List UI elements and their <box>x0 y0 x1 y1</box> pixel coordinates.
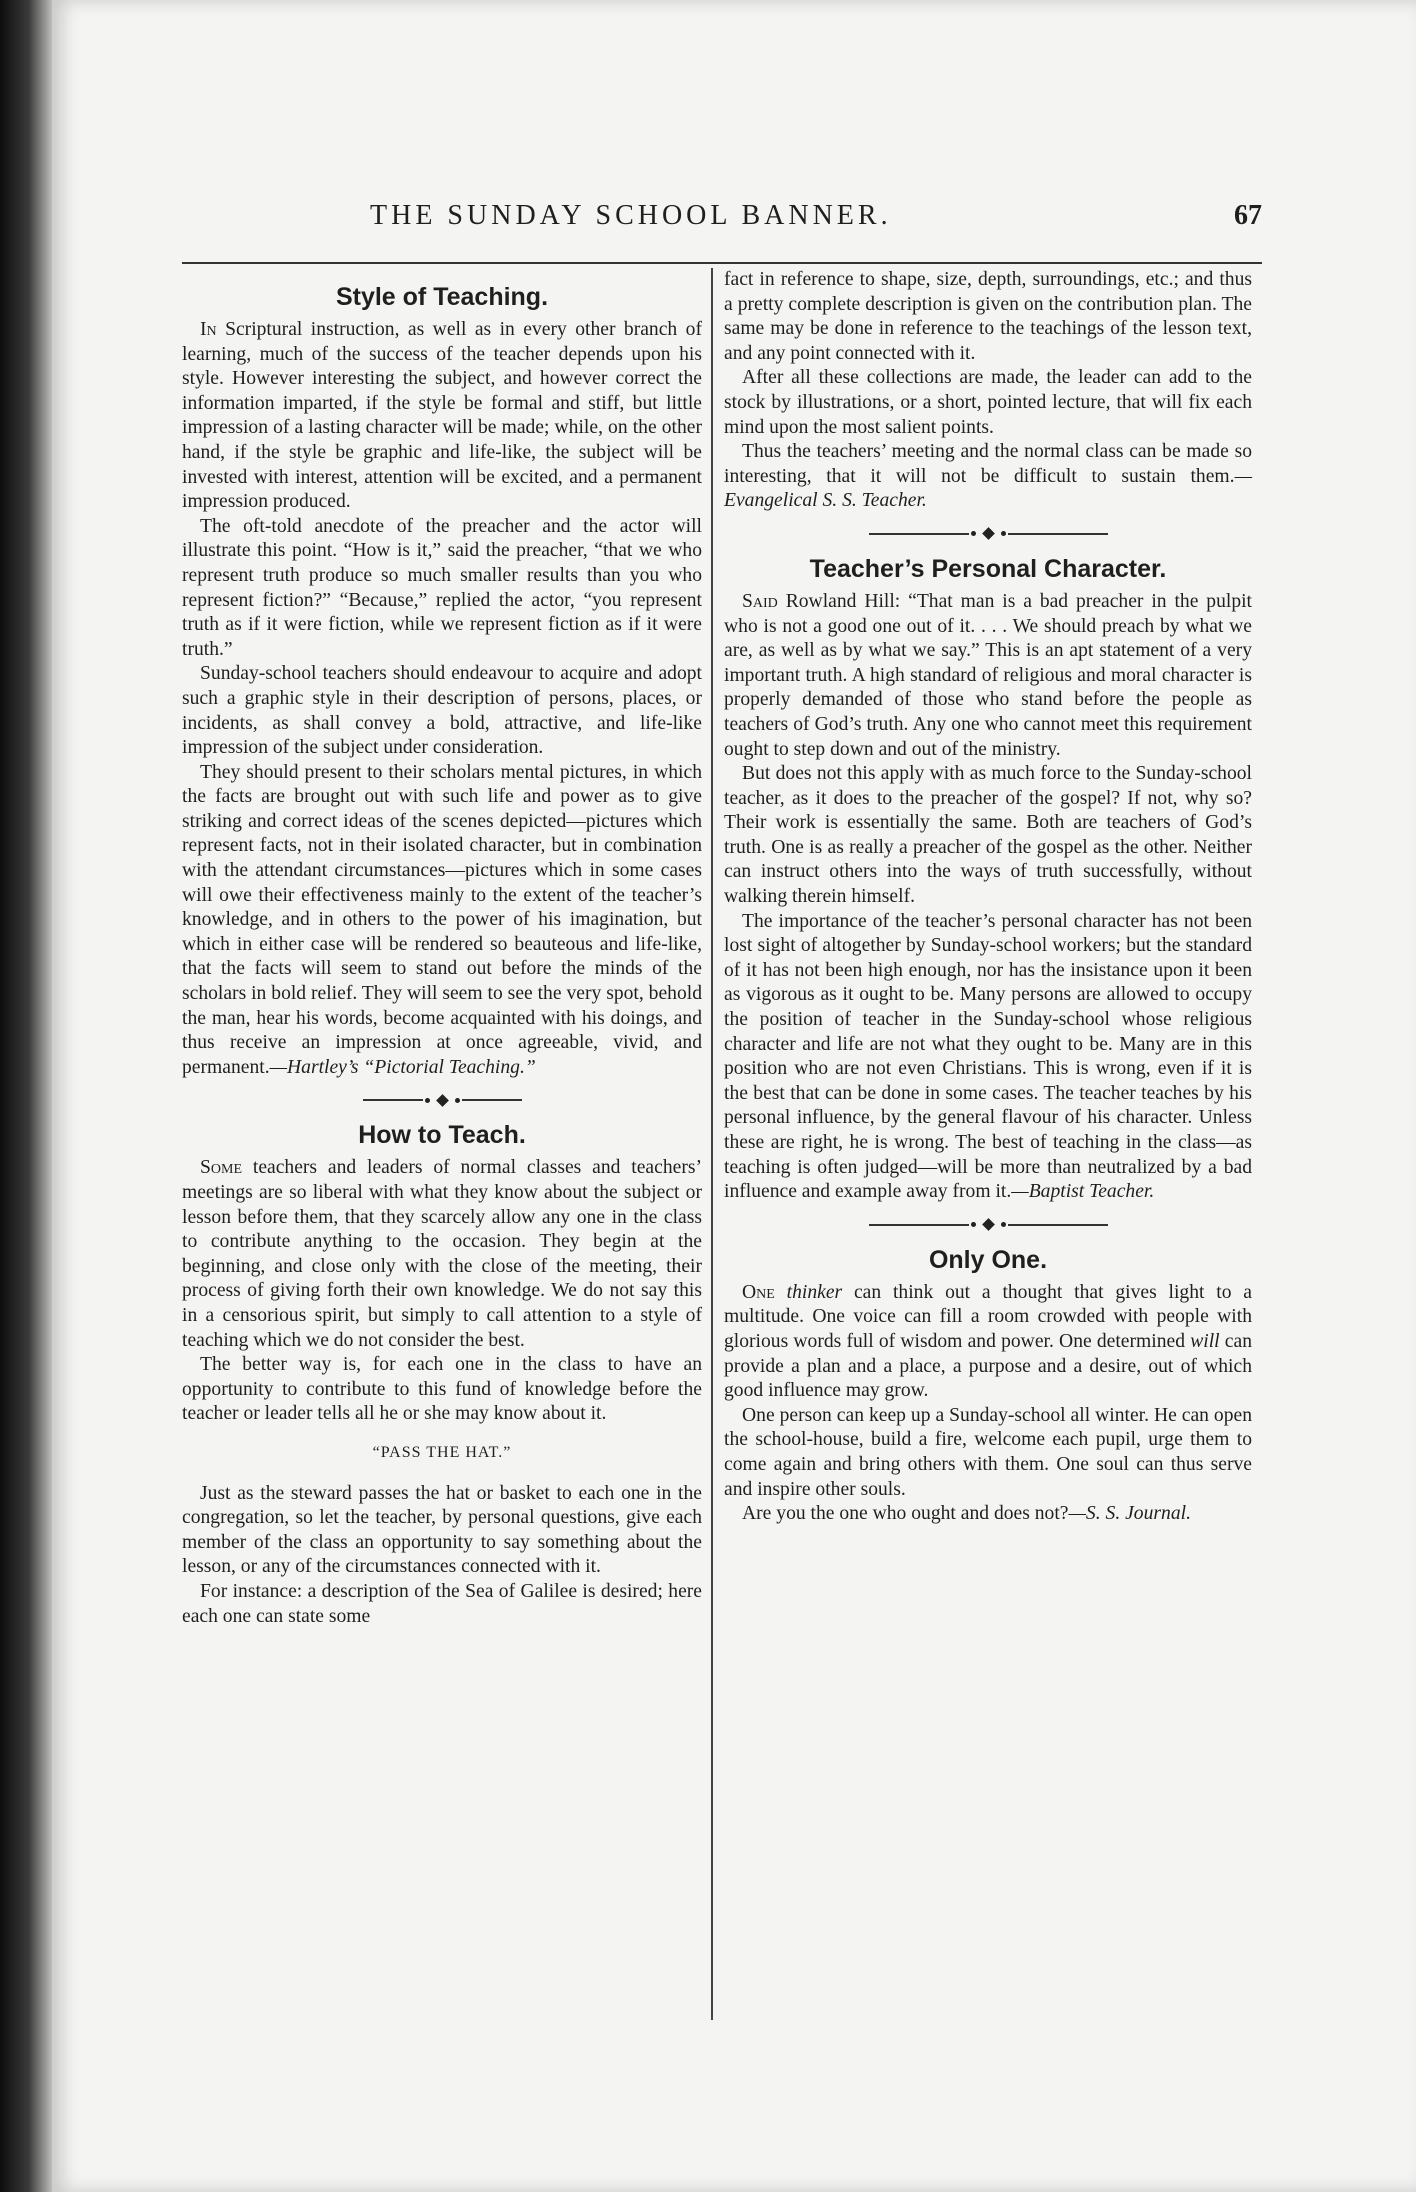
paragraph-text: can think out a thought that gives light to a multitude. One voice can fill a room crowded with people with glorious words full of wisdom and power. One determined <box>724 1281 1253 1352</box>
article-title-only-one: Only One. <box>928 1245 1048 1274</box>
article-paragraph: But does not this apply with as much force to the Sunday-school teacher, as it does to the preacher of the gospel? If not, why so? Their work is essentially the same. Both are teachers of God’s truth. One is as really a preacher of the gospel as the other. Neither can instruct others into the ways of truth successfully, without walking therein himself. <box>724 763 1252 908</box>
source-citation: —Baptist Teacher. <box>1011 1181 1155 1203</box>
paragraph-text: Thus the teachers’ meeting and the normal class can be made so interesting, that it will not be difficult to sustain them. <box>724 441 1252 487</box>
running-title: THE SUNDAY SCHOOL BANNER. <box>370 200 892 231</box>
article-paragraph <box>724 1502 1252 1527</box>
article-paragraph <box>724 590 1252 762</box>
article-paragraph <box>724 910 1252 1205</box>
emphasis-word: will <box>1190 1330 1220 1352</box>
paragraph-text: Are you the one who ought and does not? <box>742 1503 1069 1525</box>
book-binding-edge <box>0 0 52 2192</box>
column-divider <box>711 268 713 2020</box>
left-column <box>182 268 702 1629</box>
article-paragraph: Sunday-school teachers should endeavour to acquire and adopt such a graphic style in their description of persons, places, or incidents, as shall convey a bold, attractive, and life-like impression of the subject under consideration. <box>182 663 702 759</box>
article-title-style-of-teaching: Style of Teaching. <box>335 283 549 311</box>
page-header <box>182 200 1262 240</box>
article-paragraph <box>182 1156 702 1353</box>
article-paragraph <box>724 440 1252 514</box>
header-rule <box>182 262 1262 264</box>
article-paragraph: The oft-told anecdote of the preacher and the actor will illustrate this point. “How is it,” said the preacher, “that we who represent truth produce so much smaller results than you who represent fiction?” “Because,” replied the actor, “you represent truth as if it were fiction, while we represent fiction as if it were truth.” <box>182 515 702 660</box>
article-paragraph: One person can keep up a Sunday-school all winter. He can open the school-house, build a fire, welcome each pupil, urge them to come again and bring others with them. One soul can thus serve and inspire other souls. <box>724 1404 1252 1500</box>
subheading-pass-the-hat: “PASS THE HAT.” <box>372 1443 512 1461</box>
article-paragraph <box>182 761 702 1081</box>
source-citation: —Evangelical S. S. Teacher. <box>724 465 1252 512</box>
drop-lead-word: One <box>742 1281 775 1303</box>
drop-lead-word: Said <box>742 590 778 612</box>
section-ornament <box>182 1094 702 1106</box>
paragraph-text: Rowland Hill: “That man is a bad preacher in the pulpit who is not a good one out of it. . . . We should preach by what we are, as well as by what we say.” This is an apt statement of a very important truth. A high standard of religious and moral character is properly demanded of those who stand before the people as teachers of God’s truth. Any one who cannot meet this requirement ought to step down and out of the ministry. <box>724 590 1252 760</box>
source-citation: —Hartley’s “Pictorial Teaching.” <box>269 1056 536 1078</box>
right-column <box>724 268 1252 1527</box>
article-paragraph: Just as the steward passes the hat or basket to each one in the congregation, so let the teacher, by personal questions, give each member of the class an opportunity to say something about the lesson, or any of the circumstances connected with it. <box>182 1482 702 1578</box>
section-ornament <box>724 528 1252 540</box>
paragraph-text: teachers and leaders of normal classes and teachers’ meetings are so liberal with what they know about the subject or lesson before them, that they scarcely allow any one in the class to contribute anything to the occasion. They begin at the beginning, and close only with the close of the meeting, their process of giving forth their own knowledge. We do not say this in a censorious spirit, but simply to call attention to a style of teaching which we do not consider the best. <box>182 1157 702 1351</box>
article-paragraph <box>724 1281 1252 1404</box>
article-title-personal-character: Teacher’s Personal Character. <box>809 554 1167 583</box>
paragraph-text: Scriptural instruction, as well as in every other branch of learning, much of the success of the teacher depends upon his style. However interesting the subject, and however correct the information imparted, if the style be formal and stiff, but little impression of a lasting character will be made; while, on the other hand, if the style be graphic and life-like, the subject will be invested with interest, attention will be excited, and a permanent impression produced. <box>182 319 702 513</box>
source-citation: —S. S. Journal. <box>1068 1503 1191 1525</box>
section-ornament <box>724 1219 1252 1231</box>
article-paragraph: The better way is, for each one in the class to have an opportunity to contribute to this fund of knowledge before the teacher or leader tells all he or she may know about it. <box>182 1354 702 1425</box>
emphasis-word: thinker <box>786 1281 843 1303</box>
paragraph-text: can provide a plan and a place, a purpose and a desire, out of which good influence may grow. <box>724 1330 1252 1402</box>
drop-lead-word: Some <box>200 1157 243 1179</box>
drop-lead-word: In <box>200 319 217 340</box>
article-paragraph: After all these collections are made, the leader can add to the stock by illustrations, or a short, pointed lecture, that will fix each mind upon the most salient points. <box>724 367 1252 438</box>
article-paragraph: For instance: a description of the Sea of Galilee is desired; here each one can state some <box>182 1580 702 1627</box>
article-title-how-to-teach: How to Teach. <box>358 1121 526 1150</box>
article-paragraph: fact in reference to shape, size, depth, surroundings, etc.; and thus a pretty complete description is given on the contribution plan. The same may be done in reference to the teachings of the lesson text, and any point connected with it. <box>724 269 1252 364</box>
page-number: 67 <box>1234 200 1262 231</box>
paragraph-text: They should present to their scholars mental pictures, in which the facts are brought out with such life and power as to give striking and correct ideas of the scenes depicted—pictures which represent facts, not in their isolated character, but in combination with the attendant circumstances—pictures which in some cases will owe their effectiveness mainly to the extent of the teacher’s knowledge, and in others to the power of his imagination, but which in either case will be rendered so beauteous and life-like, that the facts will seem to stand out before the minds of the scholars in bold relief. They will seem to see the very spot, behold the man, hear his words, become acquainted with his doings, and thus receive an impression at once agreeable, vivid, and permanent. <box>182 761 702 1078</box>
article-paragraph <box>182 318 702 515</box>
paragraph-text: The importance of the teacher’s personal character has not been lost sight of altogether by Sunday-school workers; but the standard of it has not been high enough, nor has the insistance upon it been as vigorous as it ought to be. Many persons are allowed to occupy the position of teacher in the Sunday-school whose religious character and life are not what they ought to be. Many are in this position who are not even Christians. This is wrong, even if it is the best that can be done in some cases. The teacher teaches by his personal influence, by the general flavour of his character. Unless these are right, he is wrong. The best of teaching in the class—as teaching is often judged—will be more than neutralized by a bad influence and example away from it. <box>724 910 1252 1203</box>
